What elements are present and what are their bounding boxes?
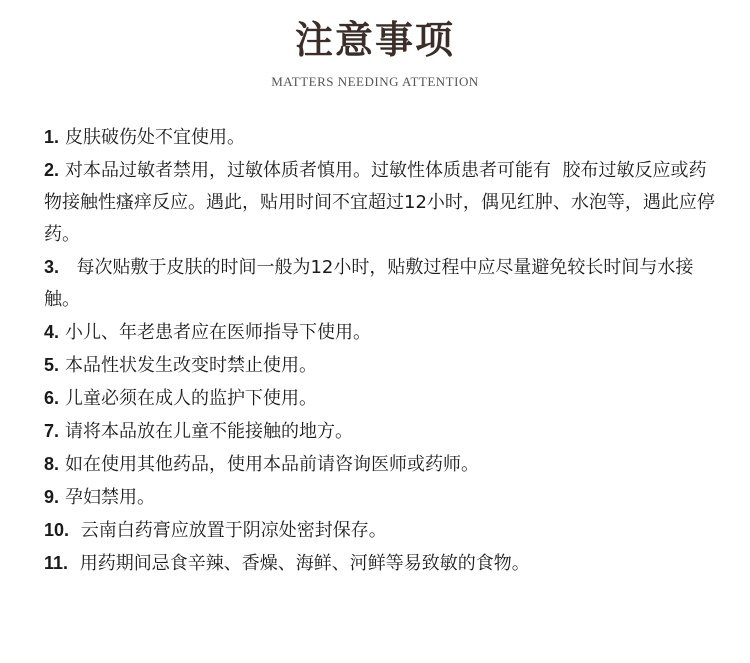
item-text: 云南白药膏应放置于阴凉处密封保存。 [75,520,387,541]
notice-header [0,14,750,90]
item-text: 用药期间忌食辛辣、香燥、海鲜、河鲜等易致敏的食物。 [74,553,530,574]
notice-item-4 [44,316,724,349]
item-number: 4. [44,322,60,342]
item-text: 皮肤破伤处不宜使用。 [65,127,246,148]
item-number: 3. [44,257,60,277]
item-number: 2. [44,160,60,180]
item-text: 孕妇禁用。 [65,487,156,508]
item-text: 请将本品放在儿童不能接触的地方。 [65,421,354,442]
notice-item-9 [44,481,724,514]
notice-item-8 [44,448,724,481]
notice-item-11 [44,547,724,580]
item-number: 6. [44,388,60,408]
item-number: 9. [44,487,60,507]
page-subtitle: MATTERS NEEDING ATTENTION [271,74,479,89]
item-number: 10. [44,520,70,540]
item-number: 5. [44,355,60,375]
notice-item-3 [44,251,724,316]
item-number: 11. [44,553,69,573]
item-text: 儿童必须在成人的监护下使用。 [65,388,318,409]
item-number: 7. [44,421,60,441]
notice-item-2 [44,154,724,251]
notice-item-5 [44,349,724,382]
item-number: 8. [44,454,60,474]
notice-item-10 [44,514,724,547]
item-text: 小儿、年老患者应在医师指导下使用。 [65,322,372,343]
notice-item-1 [44,121,724,154]
item-text: 每次贴敷于皮肤的时间一般为12小时，贴敷过程中应尽量避免较长时间与水接触。 [44,257,694,310]
item-text: 如在使用其他药品，使用本品前请咨询医师或药师。 [65,454,480,475]
item-text: 对本品过敏者禁用，过敏体质者慎用。过敏性体质患者可能有 胶布过敏反应或药物接触性瘙痒反应。遇此，贴用时间不宜超过12小时，偶见红肿、水泡等，遇此应停药。 [44,160,715,245]
notice-item-6 [44,382,724,415]
page-title: 注意事项 [294,18,455,62]
item-text: 本品性状发生改变时禁止使用。 [65,355,318,376]
notice-item-7 [44,415,724,448]
notice-list [44,121,724,580]
item-number: 1. [44,127,60,147]
